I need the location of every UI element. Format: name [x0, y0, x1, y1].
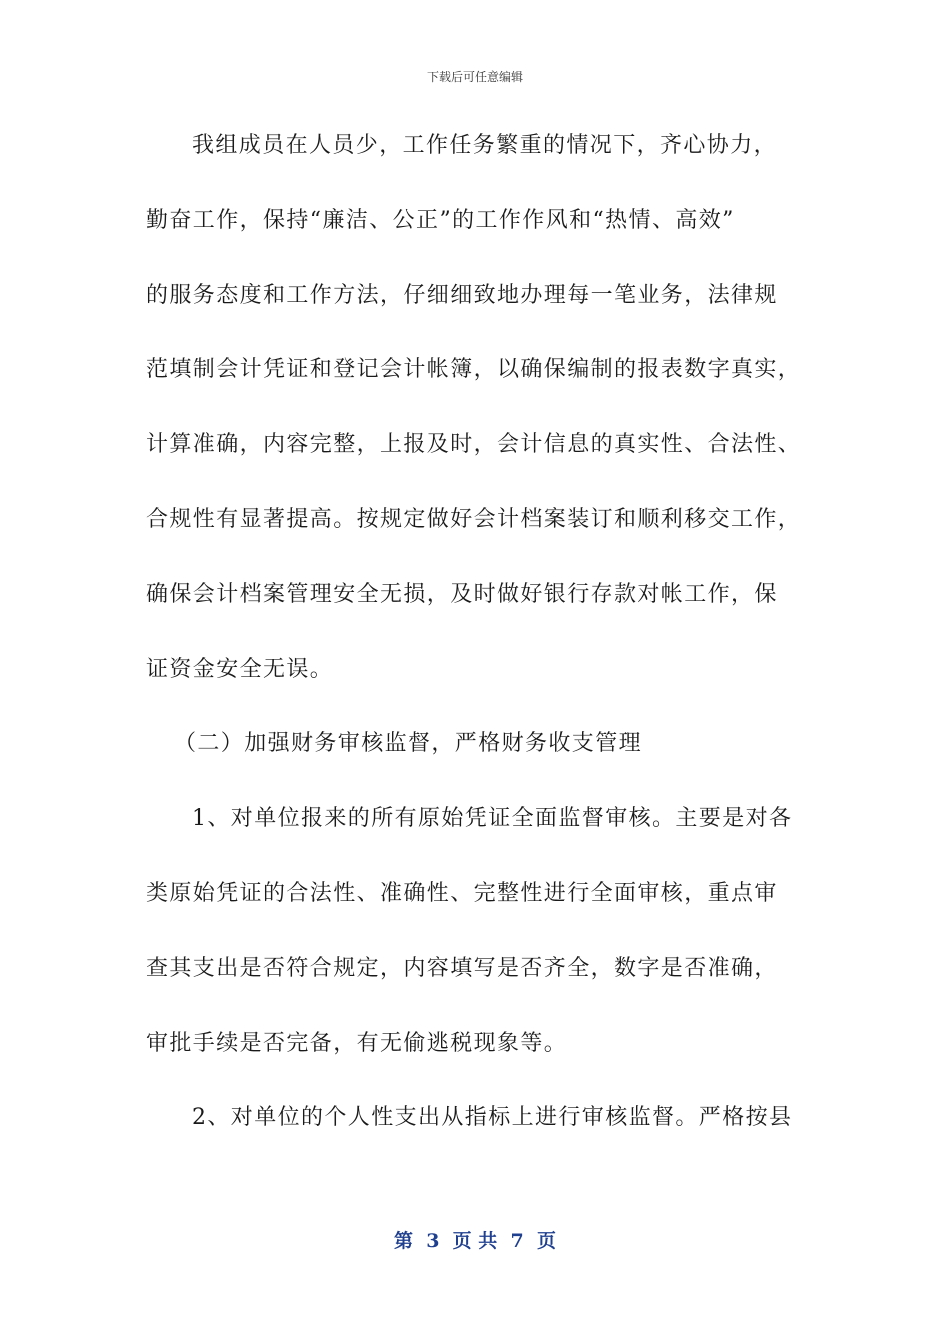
paragraph-line: 范填制会计凭证和登记会计帐簿，以确保编制的报表数字真实， — [146, 357, 802, 383]
paragraph-line: 审批手续是否完备，有无偷逃税现象等。 — [146, 1030, 568, 1056]
section-heading: （二）加强财务审核监督，严格财务收支管理 — [174, 731, 643, 757]
paragraph-line: 查其支出是否符合规定，内容填写是否齐全，数字是否准确， — [146, 955, 778, 981]
paragraph-line: 合规性有显著提高。按规定做好会计档案装订和顺利移交工作， — [146, 506, 802, 532]
paragraph-line: 2、对单位的个人性支出从指标上进行审核监督。严格按县 — [192, 1105, 793, 1131]
paragraph-line: 的服务态度和工作方法，仔细细致地办理每一笔业务，法律规 — [146, 282, 778, 308]
page-number-footer: 第 3 页 共 7 页 — [394, 1230, 556, 1252]
page-header: 下载后可任意编辑 — [426, 70, 523, 84]
paragraph-line: 勤奋工作，保持“廉洁、公正”的工作作风和“热情、高效” — [146, 207, 735, 233]
paragraph-line: 证资金安全无误。 — [146, 656, 334, 682]
paragraph-line: 1、对单位报来的所有原始凭证全面监督审核。主要是对各 — [192, 806, 793, 832]
paragraph-line: 计算准确，内容完整，上报及时，会计信息的真实性、合法性、 — [146, 432, 802, 458]
document-body — [146, 126, 816, 1173]
paragraph-line: 确保会计档案管理安全无损，及时做好银行存款对帐工作，保 — [146, 581, 778, 607]
paragraph-line: 类原始凭证的合法性、准确性、完整性进行全面审核，重点审 — [146, 880, 778, 906]
paragraph-line: 我组成员在人员少，工作任务繁重的情况下，齐心协力， — [192, 133, 778, 158]
